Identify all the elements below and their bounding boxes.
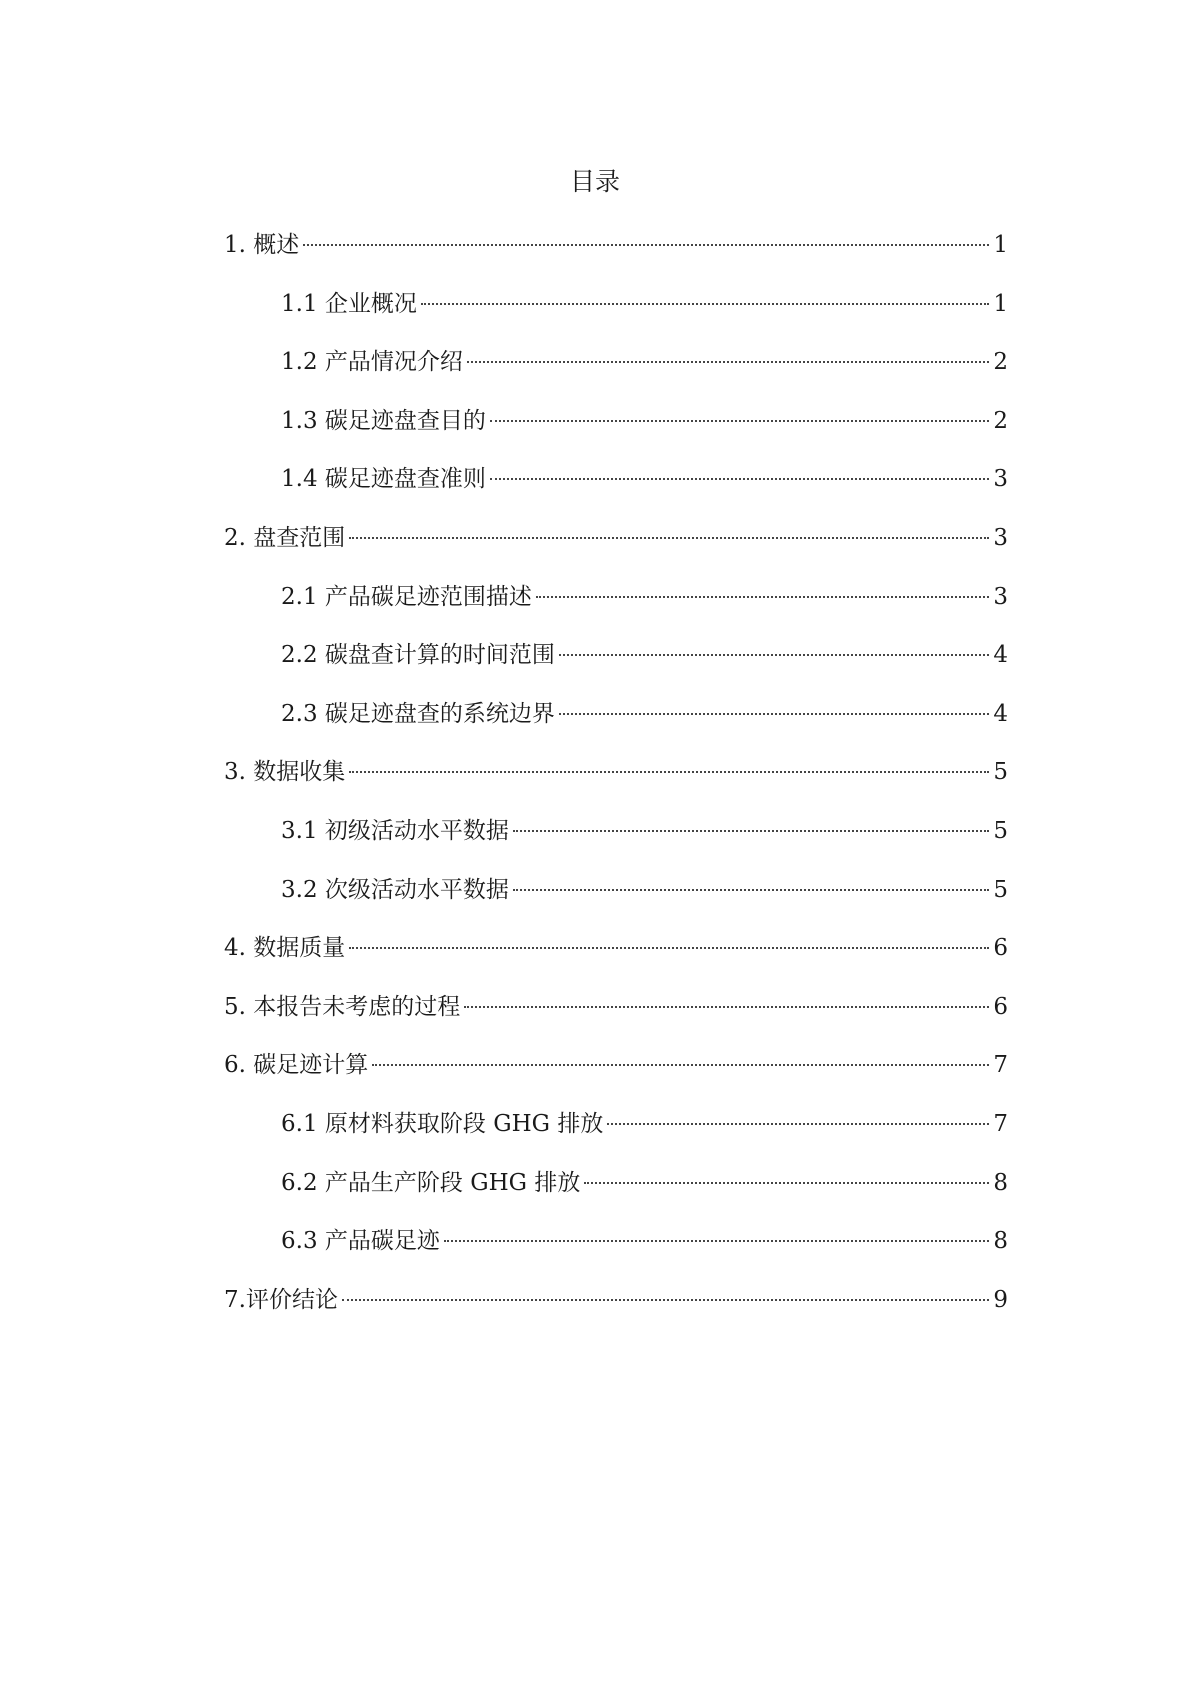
toc-dot-leader: [349, 771, 989, 773]
toc-entry-title: 1. 概述: [224, 232, 300, 258]
toc-entry[interactable]: [224, 1109, 1008, 1168]
toc-entry-title: 2. 盘查范围: [224, 524, 346, 551]
toc-dot-leader: [349, 947, 989, 949]
toc-dot-leader: [372, 1064, 989, 1066]
toc-entry-title: 3. 数据收集: [224, 759, 346, 786]
toc-entry-title: 1.3 碳足迹盘查目的: [281, 407, 486, 434]
toc-entry[interactable]: [224, 875, 1008, 934]
toc-page-number: 2: [993, 349, 1008, 376]
toc-entry[interactable]: [224, 699, 1008, 758]
toc-dot-leader: [559, 654, 989, 656]
toc-entry[interactable]: [224, 1226, 1008, 1285]
toc-entry-title: 3.1 初级活动水平数据: [281, 817, 509, 844]
toc-entry-title: 7.评价结论: [224, 1286, 338, 1313]
toc-entry-title: 1.2 产品情况介绍: [281, 349, 463, 376]
toc-entry[interactable]: [224, 1050, 1008, 1109]
toc-dot-leader: [513, 830, 989, 832]
toc-entry[interactable]: [224, 464, 1008, 523]
toc-entry[interactable]: [224, 1285, 1008, 1344]
toc-entry-title: 6.3 产品碳足迹: [281, 1228, 440, 1255]
toc-dot-leader: [444, 1240, 989, 1242]
toc-page-number: 5: [993, 817, 1008, 844]
table-of-contents: [224, 230, 1008, 1343]
toc-entry-title: 2.3 碳足迹盘查的系统边界: [281, 700, 555, 727]
toc-entry[interactable]: [224, 582, 1008, 641]
toc-page-number: 7: [993, 1052, 1008, 1079]
toc-entry[interactable]: [224, 523, 1008, 582]
toc-dot-leader: [584, 1182, 989, 1184]
toc-dot-leader: [464, 1006, 989, 1008]
toc-entry-title: 6.1 原材料获取阶段 GHG 排放: [281, 1110, 604, 1137]
toc-dot-leader: [607, 1123, 989, 1125]
toc-page-number: 9: [993, 1286, 1008, 1313]
toc-page-number: 1: [993, 290, 1008, 317]
toc-page-number: 7: [993, 1110, 1008, 1137]
toc-page-number: 2: [993, 407, 1008, 434]
toc-page-number: 4: [993, 642, 1008, 669]
toc-entry-title: 3.2 次级活动水平数据: [281, 876, 509, 903]
toc-dot-leader: [559, 713, 989, 715]
toc-entry-title: 4. 数据质量: [224, 935, 346, 962]
toc-entry-title: 6. 碳足迹计算: [224, 1052, 369, 1079]
toc-entry-title: 2.2 碳盘查计算的时间范围: [281, 642, 555, 669]
toc-page-number: 3: [993, 524, 1008, 551]
toc-entry[interactable]: [224, 640, 1008, 699]
toc-page-number: 8: [993, 1169, 1008, 1196]
toc-page-number: 5: [993, 759, 1008, 786]
toc-page-number: 8: [993, 1228, 1008, 1255]
toc-dot-leader: [342, 1299, 989, 1301]
toc-dot-leader: [349, 537, 989, 539]
page-title: 目录: [569, 167, 620, 196]
toc-entry[interactable]: [224, 816, 1008, 875]
toc-entry[interactable]: [224, 757, 1008, 816]
toc-page-number: 6: [993, 993, 1008, 1020]
toc-entry[interactable]: [224, 347, 1008, 406]
toc-entry-title: 1.4 碳足迹盘查准则: [281, 466, 486, 493]
toc-page-number: 5: [993, 876, 1008, 903]
toc-entry[interactable]: [224, 933, 1008, 992]
toc-entry[interactable]: [224, 406, 1008, 465]
toc-entry-title: 6.2 产品生产阶段 GHG 排放: [281, 1169, 581, 1196]
toc-entry-title: 1.1 企业概况: [281, 290, 417, 317]
toc-dot-leader: [467, 361, 989, 363]
toc-dot-leader: [513, 889, 989, 891]
toc-page-number: 4: [993, 700, 1008, 727]
toc-entry[interactable]: [224, 230, 1008, 289]
toc-dot-leader: [303, 244, 989, 246]
toc-entry[interactable]: [224, 289, 1008, 348]
toc-dot-leader: [421, 303, 989, 305]
toc-entry[interactable]: [224, 1168, 1008, 1227]
toc-dot-leader: [490, 420, 989, 422]
toc-entry[interactable]: [224, 992, 1008, 1051]
toc-entry-title: 5. 本报告未考虑的过程: [224, 993, 461, 1020]
toc-entry-title: 2.1 产品碳足迹范围描述: [281, 583, 532, 610]
toc-dot-leader: [490, 478, 989, 480]
toc-dot-leader: [536, 596, 989, 598]
toc-page-number: 6: [993, 935, 1008, 962]
toc-page-number: 3: [993, 466, 1008, 493]
toc-page-number: 1: [993, 232, 1008, 258]
toc-page-number: 3: [993, 583, 1008, 610]
